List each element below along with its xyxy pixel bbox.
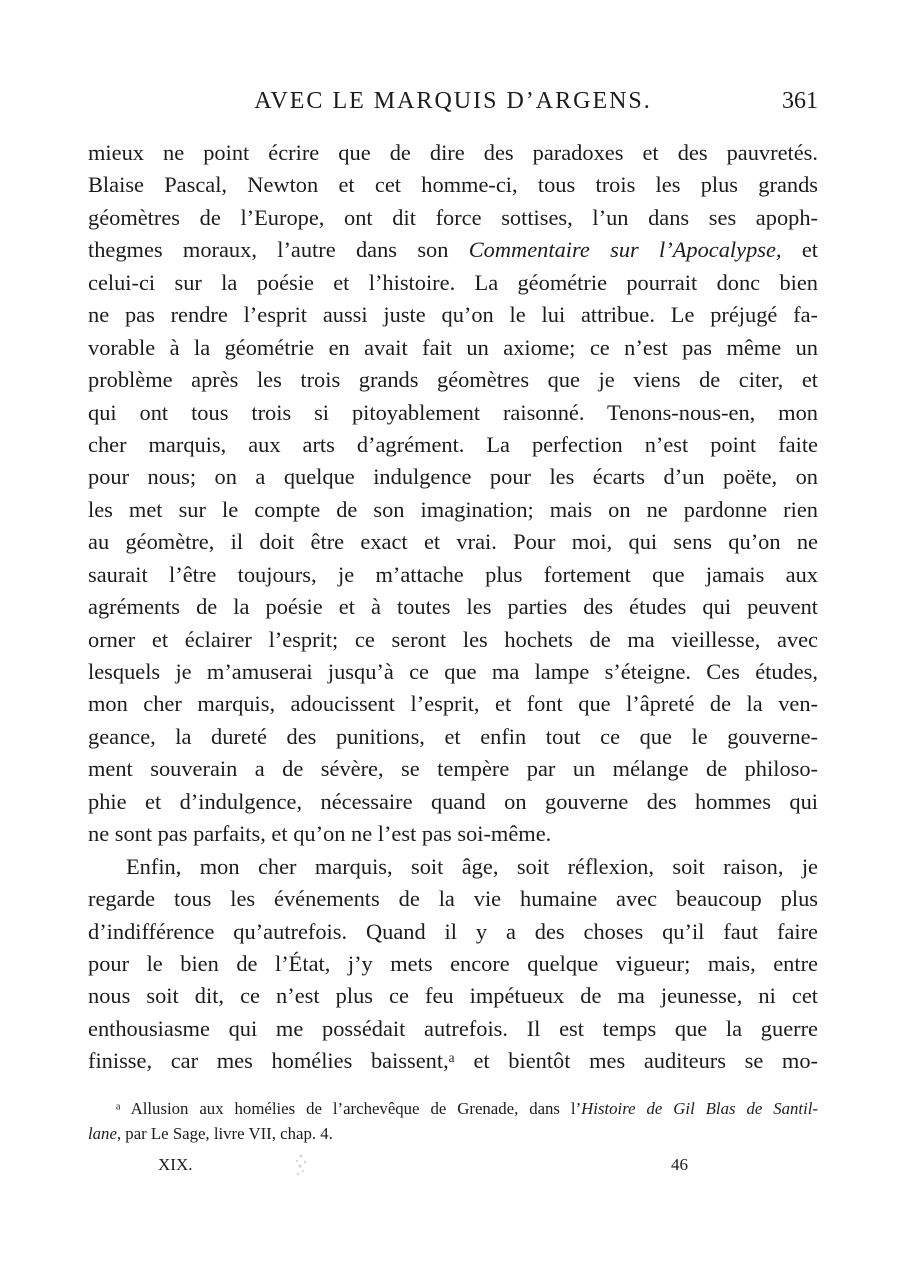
text-segment: thegmes moraux, l’autre dans son <box>88 237 469 263</box>
text-line: agréments de la poésie et à toutes les parties des études qui peuvent <box>88 594 818 620</box>
paragraph-last-line: ne sont pas parfaits, et qu’on ne l’est pas soi-même. <box>88 821 552 847</box>
text-line: géomètres de l’Europe, ont dit force sottises, l’un dans ses apoph- <box>88 204 818 230</box>
text-line: vorable à la géométrie en avait fait un axiome; ce n’est pas même un <box>88 334 818 360</box>
footnote-text: ᵃ Allusion aux homélies de l’archevêque de Grenade, dans l’ <box>116 1099 582 1118</box>
footnote <box>88 1097 818 1147</box>
text-line: regarde tous les événements de la vie humaine avec beaucoup plus <box>88 886 818 912</box>
text-line: phie et d’indulgence, nécessaire quand on gouverne des hommes qui <box>88 788 818 814</box>
text-line: pour nous; on a quelque indulgence pour les écarts d’un poëte, on <box>88 464 818 490</box>
text-line: d’indifférence qu’autrefois. Quand il y a des choses qu’il faut faire <box>88 918 818 944</box>
text-line: les met sur le compte de son imagination; mais on ne pardonne rien <box>88 496 818 522</box>
text-line: orner et éclairer l’esprit; ce seront les hochets de ma vieillesse, avec <box>88 626 818 652</box>
footnote-italic: Histoire de Gil Blas de Santil- <box>581 1099 818 1118</box>
text-line: mieux ne point écrire que de dire des paradoxes et des pauvretés. <box>88 140 818 165</box>
text-line: cher marquis, aux arts d’agrément. La perfection n’est point faite <box>88 431 818 457</box>
footnote-line <box>88 1122 818 1147</box>
text-line: nous soit dit, ce n’est plus ce feu impétueux de ma jeunesse, ni cet <box>88 983 818 1009</box>
volume-signature: XIX. <box>158 1155 193 1174</box>
footnote-italic: lane <box>88 1124 117 1143</box>
text-line: ment souverain a de sévère, se tempère par un mélange de philoso- <box>88 756 818 782</box>
page-footer <box>88 1155 818 1185</box>
page-number: 361 <box>782 88 818 114</box>
running-title: AVEC LE MARQUIS D’ARGENS. <box>254 88 652 114</box>
text-line: pour le bien de l’État, j’y mets encore quelque vigueur; mais, entre <box>88 950 818 976</box>
text-line: finisse, car mes homélies baissent,ᵃ et bientôt mes auditeurs se mo- <box>88 1048 818 1074</box>
text-line: geance, la dureté des punitions, et enfin tout ce que le gouverne- <box>88 723 818 749</box>
paper-stain-mark <box>288 1150 314 1180</box>
text-line: enthousiasme qui me possédait autrefois. Il est temps que la guerre <box>88 1015 818 1041</box>
text-line: mon cher marquis, adoucissent l’esprit, et font que l’âpreté de la ven- <box>88 691 818 717</box>
gathering-number: 46 <box>671 1155 688 1174</box>
running-head <box>88 88 818 124</box>
text-line-with-italic <box>88 234 818 266</box>
text-line: celui-ci sur la poésie et l’histoire. La géométrie pourrait donc bien <box>88 269 818 295</box>
text-line: au géomètre, il doit être exact et vrai. Pour moi, qui sens qu’on ne <box>88 529 818 555</box>
italic-title: Commentaire sur l’Apocalypse, <box>468 237 782 263</box>
footnote-line <box>88 1097 818 1122</box>
text-line: saurait l’être toujours, je m’attache plus fortement que jamais aux <box>88 561 818 587</box>
text-line: problème après les trois grands géomètres que je viens de citer, et <box>88 367 818 393</box>
text-line: Blaise Pascal, Newton et cet homme-ci, tous trois les plus grands <box>88 172 818 198</box>
footnote-text: , par Le Sage, livre VII, chap. 4. <box>116 1124 333 1143</box>
text-line: lesquels je m’amuserai jusqu’à ce que ma lampe s’éteigne. Ces études, <box>88 659 818 684</box>
text-segment: et <box>781 237 818 263</box>
body-text <box>88 137 818 1078</box>
text-line: qui ont tous trois si pitoyablement raisonné. Tenons-nous-en, mon <box>88 399 818 425</box>
text-line: ne pas rendre l’esprit aussi juste qu’on le lui attribue. Le préjugé fa- <box>88 302 818 328</box>
paragraph-first-line: Enfin, mon cher marquis, soit âge, soit réflexion, soit raison, je <box>126 853 818 879</box>
